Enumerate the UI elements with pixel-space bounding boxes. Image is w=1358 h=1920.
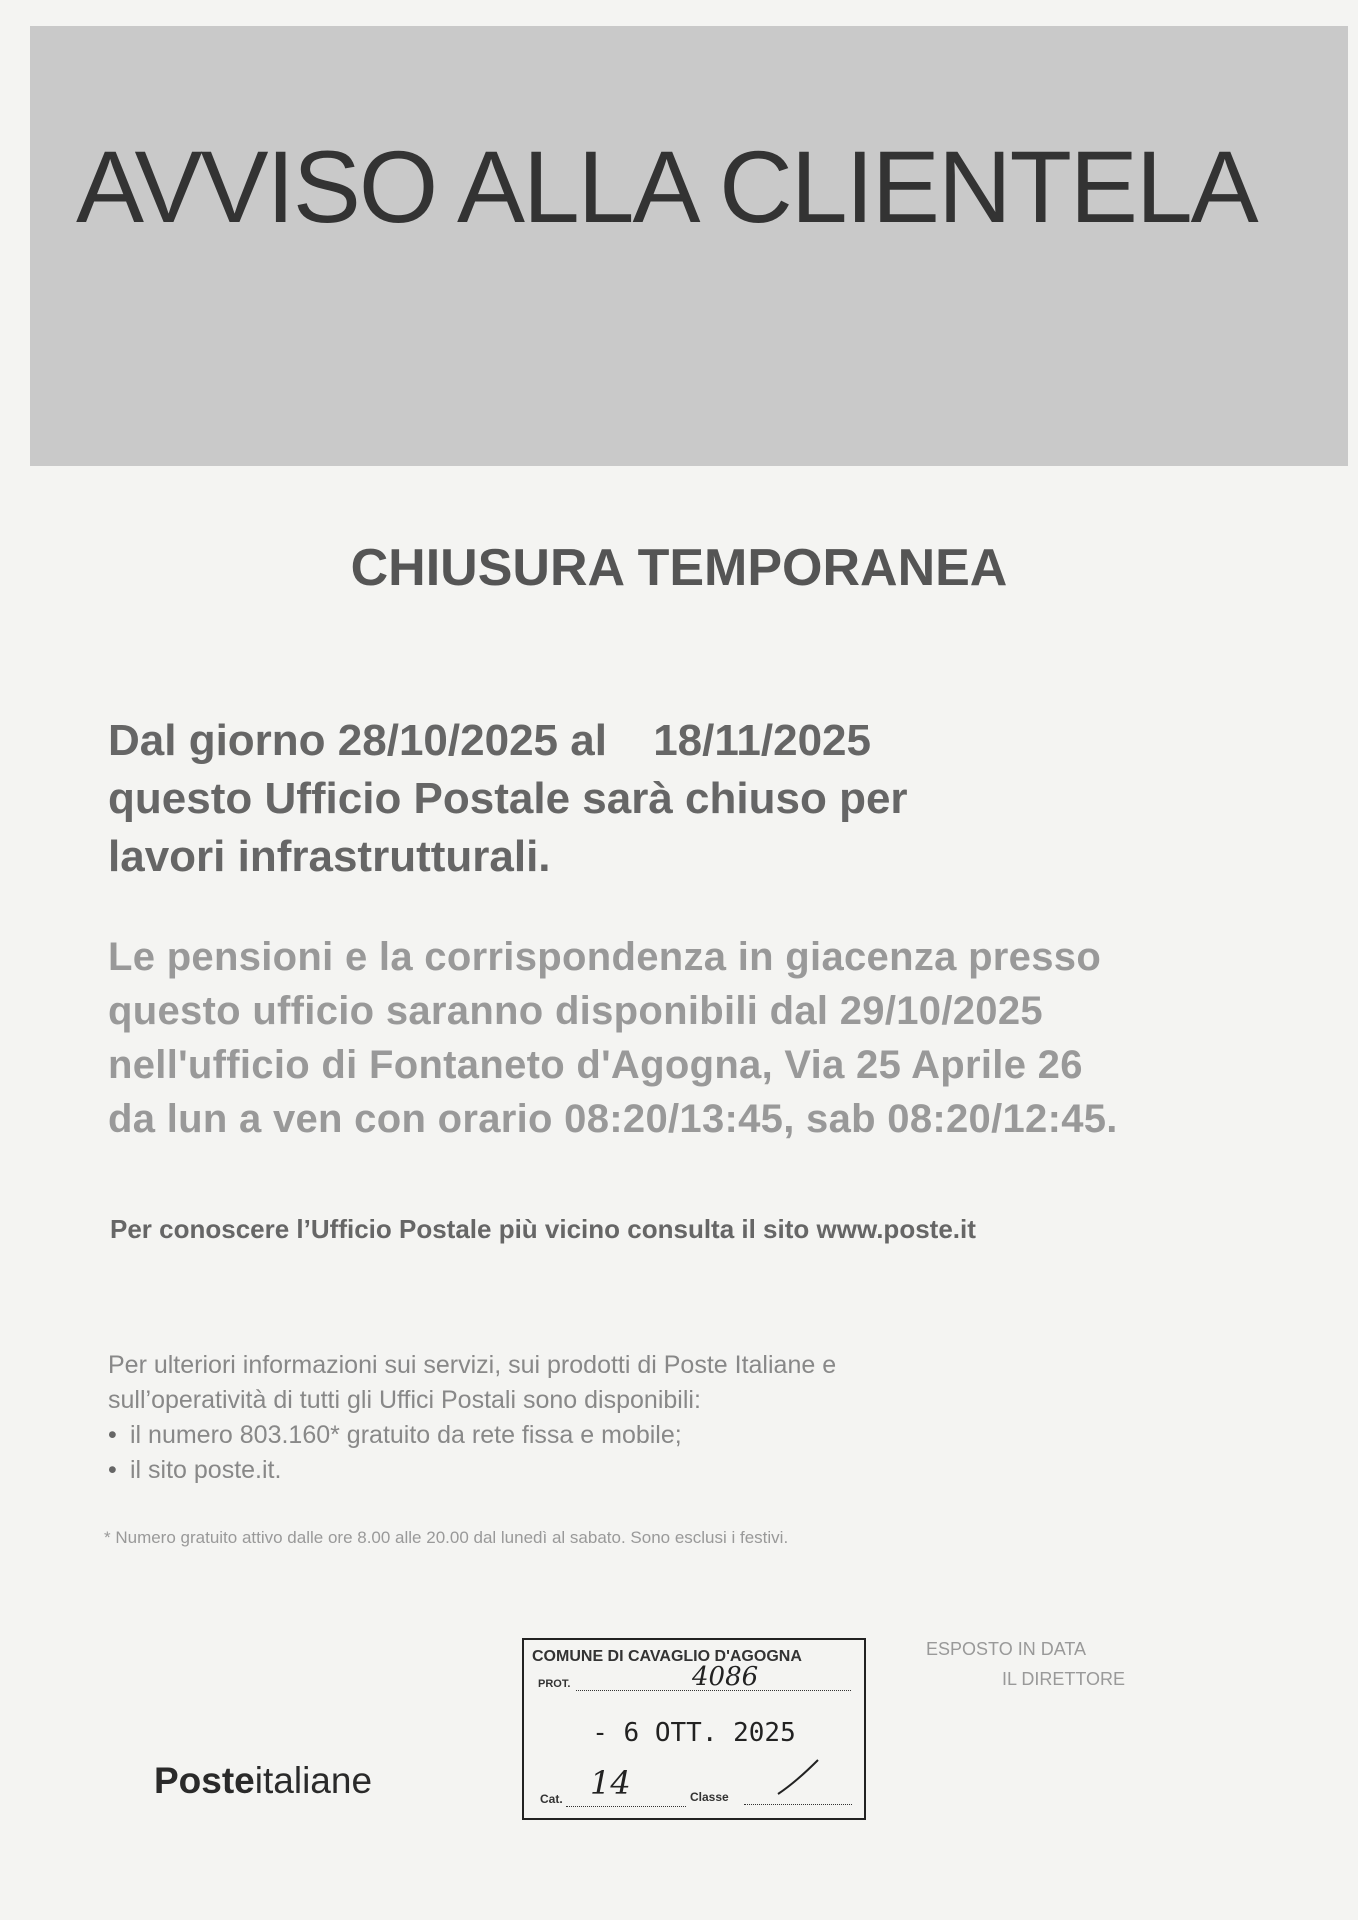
info-line: Per ulteriori informazioni sui servizi, sui prodotti di Poste Italiane e <box>108 1351 837 1379</box>
closure-start-date: 28/10/2025 <box>337 716 559 765</box>
info-line: sull’operatività di tutti gli Uffici Postali sono disponibili: <box>108 1386 701 1414</box>
logo-light-part: italiane <box>254 1760 373 1801</box>
stamp-class-label: Classe <box>690 1790 729 1804</box>
notice-subtitle: CHIUSURA TEMPORANEA <box>350 539 1008 597</box>
closure-line-2: questo Ufficio Postale sarà chiuso per <box>108 774 908 823</box>
check-mark-icon <box>776 1758 820 1798</box>
exposure-date-label: ESPOSTO IN DATA <box>926 1639 1087 1659</box>
stamp-protocol-label: PROT. <box>538 1678 571 1690</box>
closure-prefix: Dal giorno <box>108 716 326 765</box>
stamp-protocol-number: 4086 <box>692 1662 759 1692</box>
bullet-icon: • <box>108 1421 117 1449</box>
closure-dates-line <box>108 712 1228 770</box>
closure-connector: al <box>570 716 607 765</box>
stamp-category-value: 14 <box>590 1764 631 1802</box>
pensions-line: da lun a ven con orario 08:20/13:45, sab 08:20/12:45. <box>108 1097 1118 1141</box>
logo-bold-part: Poste <box>154 1760 255 1801</box>
pensions-line: Le pensioni e la corrispondenza in giacenza presso <box>108 935 1102 979</box>
closure-line-3: lavori infrastrutturali. <box>108 832 551 881</box>
stamp-municipality: COMUNE DI CAVAGLIO D'AGOGNA <box>532 1648 802 1665</box>
info-bullet-text: il numero 803.160* gratuito da rete fissa e mobile; <box>130 1421 682 1449</box>
protocol-stamp <box>522 1638 866 1820</box>
closure-end-date: 18/11/2025 <box>653 716 871 765</box>
pensions-paragraph <box>108 930 1308 1146</box>
notice-title: AVVISO ALLA CLIENTELA <box>76 130 1257 244</box>
info-bullet-item <box>108 1418 1258 1453</box>
stamp-category-dotted-line <box>566 1806 686 1807</box>
pensions-line: questo ufficio saranno disponibili dal 29/10/2025 <box>108 989 1043 1033</box>
info-bullet-text: il sito poste.it. <box>130 1456 282 1484</box>
info-paragraph <box>108 1348 1258 1488</box>
director-label: IL DIRETTORE <box>1002 1669 1126 1689</box>
info-bullet-item <box>108 1453 1258 1488</box>
pensions-line: nell'ufficio di Fontaneto d'Agogna, Via 25 Aprile 26 <box>108 1043 1083 1087</box>
stamp-date: - 6 OTT. 2025 <box>592 1718 796 1748</box>
footnote: * Numero gratuito attivo dalle ore 8.00 alle 20.00 dal lunedì al sabato. Sono esclusi i festivi. <box>104 1528 789 1547</box>
closure-period-paragraph <box>108 712 1228 886</box>
find-office-text: Per conoscere l’Ufficio Postale più vicino consulta il sito www.poste.it <box>110 1214 976 1244</box>
exposure-block <box>926 1634 1125 1694</box>
bullet-icon: • <box>108 1456 117 1484</box>
poste-italiane-logo <box>154 1760 372 1802</box>
header-band <box>30 26 1348 466</box>
stamp-category-label: Cat. <box>540 1792 563 1806</box>
stamp-class-dotted-line <box>744 1804 852 1805</box>
